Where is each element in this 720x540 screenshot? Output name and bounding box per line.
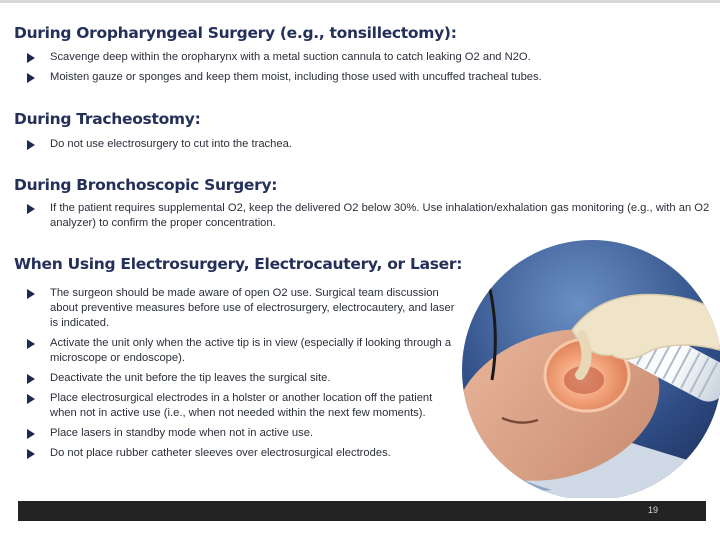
section-title-electrosurgery: When Using Electrosurgery, Electrocautery, or Laser:: [14, 255, 463, 273]
patient-oxygen-mask-photo: [462, 240, 720, 498]
page-number: 19: [648, 505, 659, 515]
list-item: [24, 391, 460, 421]
bullet-arrow-icon: [27, 140, 35, 150]
bullet-text: Moisten gauze or sponges and keep them moist, including those used with uncuffed tracheal tubes.: [50, 71, 542, 83]
list-item: [24, 286, 460, 331]
footer-bar: [18, 501, 706, 521]
bullet-arrow-icon: [27, 449, 35, 459]
top-divider: [0, 0, 720, 3]
section-title-tracheostomy: During Tracheostomy:: [14, 110, 201, 128]
list-item: [24, 426, 460, 441]
bullet-arrow-icon: [27, 374, 35, 384]
bullet-text: Place electrosurgical electrodes in a holster or another location off the patient when not in active use (i.e., when not needed within the next few moments).: [50, 392, 433, 419]
bullet-text: Do not place rubber catheter sleeves over electrosurgical electrodes.: [50, 447, 391, 459]
bullet-text: Place lasers in standby mode when not in active use.: [50, 427, 314, 439]
section-title-oropharyngeal: During Oropharyngeal Surgery (e.g., tonsillectomy):: [14, 24, 457, 42]
list-item: [24, 70, 542, 85]
list-item: [24, 50, 542, 65]
list-item: [24, 336, 460, 366]
bullet-arrow-icon: [27, 394, 35, 404]
list-item: [24, 201, 714, 231]
oropharyngeal-bullet-list: [24, 50, 542, 90]
bullet-arrow-icon: [27, 53, 35, 63]
bullet-arrow-icon: [27, 204, 35, 214]
bullet-text: Deactivate the unit before the tip leaves the surgical site.: [50, 372, 331, 384]
section-title-bronchoscopic: During Bronchoscopic Surgery:: [14, 176, 278, 194]
bullet-text: Scavenge deep within the oropharynx with a metal suction cannula to catch leaking O2 and N2O.: [50, 51, 531, 63]
bullet-text: The surgeon should be made aware of open O2 use. Surgical team discussion about preventive measures before use of electrosurgery, electrocautery, and laser is indicated.: [50, 287, 455, 329]
bullet-arrow-icon: [27, 73, 35, 83]
tracheostomy-bullet-list: [24, 137, 292, 157]
bullet-text: If the patient requires supplemental O2, keep the delivered O2 below 30%. Use inhalation/exhalation gas monitoring (e.g., with an O2 analyzer) to confirm the proper concentration.: [50, 202, 710, 229]
bullet-text: Activate the unit only when the active tip is in view (especially if looking through a microscope or endoscope).: [50, 337, 452, 364]
electrosurgery-bullet-list: [24, 286, 460, 466]
list-item: [24, 371, 460, 386]
bullet-arrow-icon: [27, 339, 35, 349]
list-item: [24, 137, 292, 152]
list-item: [24, 446, 460, 461]
bronchoscopic-bullet-list: [24, 201, 714, 236]
bullet-text: Do not use electrosurgery to cut into the trachea.: [50, 138, 292, 150]
bullet-arrow-icon: [27, 289, 35, 299]
bullet-arrow-icon: [27, 429, 35, 439]
